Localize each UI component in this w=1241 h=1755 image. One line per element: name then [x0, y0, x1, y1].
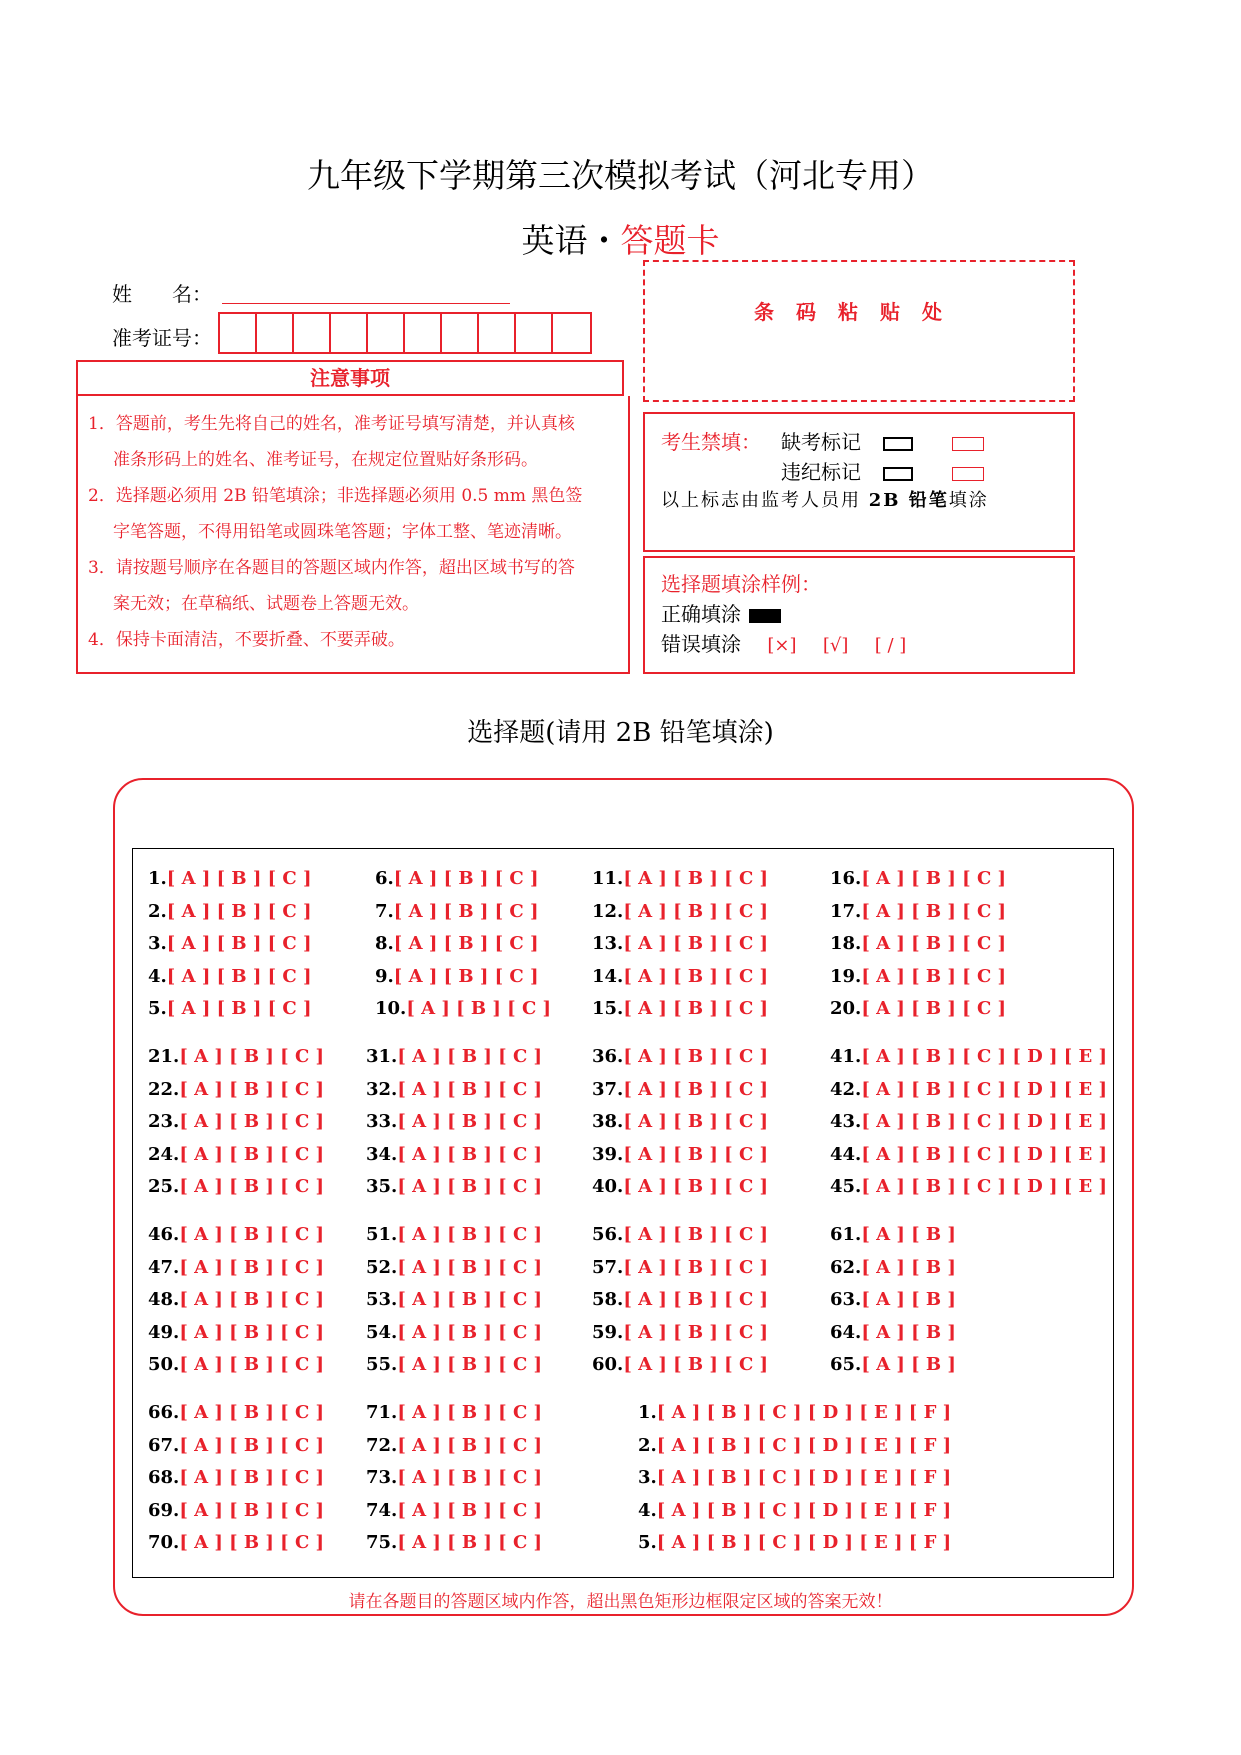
answer-options[interactable]: [ A ] [ B ] [ C ]: [623, 1224, 769, 1245]
question-number: 53.: [366, 1289, 398, 1310]
id-label: 准考证号：: [112, 326, 212, 350]
answer-options[interactable]: [ A ] [ B ] [ C ]: [179, 1354, 325, 1375]
question-number: 12.: [592, 900, 624, 922]
question-number: 4.: [638, 1499, 657, 1521]
answer-item[interactable]: [366, 1402, 542, 1423]
question-number: 5.: [638, 1532, 657, 1553]
answer-item[interactable]: [592, 868, 768, 889]
proctor-box: [643, 412, 1075, 552]
answer-item[interactable]: [366, 1176, 542, 1197]
answer-options[interactable]: [ A ] [ B ] [ C ]: [166, 868, 312, 889]
answer-options[interactable]: [ A ] [ B ] [ C ]: [623, 1046, 769, 1067]
question-number: 33.: [366, 1111, 398, 1132]
answer-item[interactable]: [592, 1079, 768, 1100]
answer-item[interactable]: [148, 1111, 324, 1132]
answer-options[interactable]: [ A ] [ B ] [ C ]: [179, 1224, 325, 1245]
answer-options[interactable]: [ A ] [ B ] [ C ]: [179, 1402, 325, 1423]
answer-item[interactable]: [366, 1046, 542, 1067]
answer-item[interactable]: [148, 1467, 324, 1488]
name-field[interactable]: [222, 302, 510, 304]
answer-options[interactable]: [ A ] [ B ] [ C ]: [166, 933, 312, 954]
answer-item[interactable]: [366, 1079, 542, 1100]
question-number: 58.: [592, 1289, 624, 1310]
answer-item[interactable]: [375, 998, 551, 1019]
answer-options[interactable]: [ A ] [ B ] [ C ]: [623, 1111, 769, 1132]
answer-item[interactable]: [375, 933, 539, 954]
question-number: 5.: [148, 998, 167, 1019]
answer-item[interactable]: [148, 1224, 324, 1245]
question-number: 35.: [366, 1176, 398, 1197]
answer-options[interactable]: [ A ] [ B ] [ C ] [ D ] [ E ]: [861, 1046, 1108, 1067]
id-digit-box[interactable]: [516, 314, 553, 352]
question-number: 22.: [148, 1078, 180, 1100]
violation-mark-sample: [883, 467, 913, 481]
answer-item[interactable]: [148, 933, 312, 954]
question-number: 3.: [638, 1467, 657, 1488]
question-number: 46.: [148, 1224, 180, 1245]
question-number: 8.: [375, 933, 394, 954]
id-digit-box[interactable]: [405, 314, 442, 352]
answer-item[interactable]: [375, 966, 539, 987]
answer-item[interactable]: [830, 1322, 956, 1343]
answer-options[interactable]: [ A ] [ B ] [ C ]: [623, 1354, 769, 1375]
answer-item[interactable]: [830, 1354, 956, 1375]
note-item: 4．保持卡面清洁，不要折叠、不要弄破。: [88, 630, 405, 650]
answer-options[interactable]: [ A ] [ B ] [ C ]: [861, 900, 1007, 922]
question-number: 25.: [148, 1176, 180, 1197]
question-number: 66.: [148, 1402, 180, 1423]
answer-options[interactable]: [ A ] [ B ] [ C ] [ D ] [ E ] [ F ]: [656, 1532, 952, 1553]
question-number: 24.: [148, 1143, 180, 1165]
question-number: 14.: [592, 965, 624, 987]
answer-item[interactable]: [592, 1046, 768, 1067]
answer-options[interactable]: [ A ] [ B ]: [861, 1224, 956, 1245]
answer-options[interactable]: [ A ] [ B ] [ C ]: [166, 965, 312, 987]
question-number: 19.: [830, 965, 862, 987]
id-digit-box[interactable]: [294, 314, 331, 352]
fill-sample-box: [643, 556, 1075, 674]
answer-options[interactable]: [ A ] [ B ] [ C ] [ D ] [ E ]: [861, 1176, 1108, 1197]
id-digit-box[interactable]: [479, 314, 516, 352]
answer-options[interactable]: [ A ] [ B ] [ C ]: [623, 900, 769, 922]
answer-item[interactable]: [830, 901, 1006, 922]
answer-options[interactable]: [ A ] [ B ] [ C ]: [393, 933, 539, 954]
answer-options[interactable]: [ A ] [ B ] [ C ]: [397, 1321, 543, 1343]
absent-label: 缺考标记: [781, 430, 861, 454]
question-number: 63.: [830, 1289, 862, 1310]
barcode-label: 条码粘贴处: [754, 300, 964, 324]
answer-item[interactable]: [830, 1176, 1107, 1197]
answer-options[interactable]: [ A ] [ B ] [ C ]: [397, 1046, 543, 1067]
answer-options[interactable]: [ A ] [ B ] [ C ]: [861, 965, 1007, 987]
question-number: 48.: [148, 1289, 180, 1310]
question-number: 36.: [592, 1046, 624, 1067]
answer-options[interactable]: [ A ] [ B ] [ C ]: [397, 1499, 543, 1521]
question-number: 17.: [830, 900, 862, 922]
answer-options[interactable]: [ A ] [ B ] [ C ]: [397, 1434, 543, 1456]
answer-options[interactable]: [ A ] [ B ] [ C ] [ D ] [ E ]: [861, 1143, 1108, 1165]
absent-mark-sample: [883, 437, 913, 451]
question-number: 6.: [375, 868, 394, 889]
question-number: 72.: [366, 1434, 398, 1456]
proctor-label: 考生禁填：: [661, 430, 761, 454]
question-number: 74.: [366, 1499, 398, 1521]
question-number: 69.: [148, 1499, 180, 1521]
question-number: 56.: [592, 1224, 624, 1245]
section-title: 选择题(请用 2B 铅笔填涂): [467, 718, 774, 748]
question-number: 51.: [366, 1224, 398, 1245]
note-item: 1．答题前，考生先将自己的姓名，准考证号填写清楚，并认真核 准条形码上的姓名、准考证号，在规定位置贴好条形码。: [88, 414, 575, 470]
answer-item[interactable]: [366, 1435, 542, 1456]
question-number: 67.: [148, 1434, 180, 1456]
answer-options[interactable]: [ A ] [ B ] [ C ]: [623, 1289, 769, 1310]
question-number: 44.: [830, 1143, 862, 1165]
question-number: 31.: [366, 1046, 398, 1067]
answer-options[interactable]: [ A ] [ B ] [ C ]: [623, 1321, 769, 1343]
answer-item[interactable]: [148, 1354, 324, 1375]
answer-item[interactable]: [830, 966, 1006, 987]
question-number: 54.: [366, 1321, 398, 1343]
question-number: 45.: [830, 1176, 862, 1197]
question-number: 32.: [366, 1078, 398, 1100]
answer-item[interactable]: [638, 1467, 951, 1488]
answer-item[interactable]: [366, 1532, 542, 1553]
answer-options[interactable]: [ A ] [ B ] [ C ]: [623, 1078, 769, 1100]
question-number: 7.: [375, 900, 394, 922]
answer-options[interactable]: [ A ] [ B ] [ C ]: [397, 1402, 543, 1423]
answer-options[interactable]: [ A ] [ B ] [ C ]: [179, 1467, 325, 1488]
subtitle-subject: 英语・: [521, 221, 621, 260]
question-number: 13.: [592, 933, 624, 954]
answer-options[interactable]: [ A ] [ B ] [ C ]: [179, 1321, 325, 1343]
answer-options[interactable]: [ A ] [ B ]: [861, 1289, 956, 1310]
answer-item[interactable]: [592, 966, 768, 987]
page-title: 九年级下学期第三次模拟考试（河北专用）: [307, 156, 934, 195]
question-number: 62.: [830, 1256, 862, 1278]
answer-options[interactable]: [ A ] [ B ] [ C ]: [179, 1289, 325, 1310]
answer-item[interactable]: [148, 1402, 324, 1423]
question-number: 11.: [592, 868, 624, 889]
question-number: 20.: [830, 998, 862, 1019]
answer-item[interactable]: [638, 1402, 951, 1423]
answer-options[interactable]: [ A ] [ B ] [ C ]: [861, 933, 1007, 954]
page-subtitle: [0, 215, 1241, 262]
answer-options[interactable]: [ A ] [ B ] [ C ]: [397, 1467, 543, 1488]
answer-options[interactable]: [ A ] [ B ] [ C ]: [393, 900, 539, 922]
note-item: 2．选择题必须用 2B 铅笔填涂；非选择题必须用 0.5 mm 黑色签 字笔答题，不得用铅笔或圆珠笔答题；字体工整、笔迹清晰。: [88, 486, 583, 542]
correct-sample: 正确填涂: [661, 598, 781, 627]
answer-options[interactable]: [ A ] [ B ] [ C ]: [393, 965, 539, 987]
question-number: 4.: [148, 965, 167, 987]
question-number: 10.: [375, 998, 407, 1019]
barcode-area: [643, 260, 1075, 402]
question-number: 9.: [375, 965, 394, 987]
answer-item[interactable]: [638, 1532, 951, 1553]
absent-mark-box[interactable]: [952, 437, 984, 451]
answer-options[interactable]: [ A ] [ B ] [ C ]: [397, 1532, 543, 1553]
answer-options[interactable]: [ A ] [ B ] [ C ] [ D ] [ E ]: [861, 1078, 1108, 1100]
answer-options[interactable]: [ A ] [ B ]: [861, 1354, 956, 1375]
answer-item[interactable]: [148, 1435, 324, 1456]
question-number: 2.: [148, 900, 167, 922]
answer-item[interactable]: [830, 1224, 956, 1245]
answer-item[interactable]: [638, 1500, 951, 1521]
question-number: 18.: [830, 933, 862, 954]
question-number: 21.: [148, 1046, 180, 1067]
answer-item[interactable]: [148, 1257, 324, 1278]
answer-item[interactable]: [366, 1354, 542, 1375]
violation-mark-box[interactable]: [952, 467, 984, 481]
answer-options[interactable]: [ A ] [ B ] [ C ]: [179, 1143, 325, 1165]
sample-title: 选择题填涂样例：: [661, 572, 821, 596]
answer-item[interactable]: [592, 1224, 768, 1245]
answer-item[interactable]: [148, 1176, 324, 1197]
question-number: 71.: [366, 1402, 398, 1423]
answer-options[interactable]: [ A ] [ B ] [ C ]: [623, 1256, 769, 1278]
answer-options[interactable]: [ A ] [ B ] [ C ]: [406, 998, 552, 1019]
id-digit-box[interactable]: [220, 314, 257, 352]
answer-options[interactable]: [ A ] [ B ] [ C ]: [179, 1078, 325, 1100]
answer-item[interactable]: [830, 1046, 1107, 1067]
answer-options[interactable]: [ A ] [ B ] [ C ]: [179, 1046, 325, 1067]
answer-options[interactable]: [ A ] [ B ] [ C ]: [861, 998, 1007, 1019]
answer-options[interactable]: [ A ] [ B ] [ C ]: [397, 1143, 543, 1165]
id-digit-box[interactable]: [257, 314, 294, 352]
question-number: 57.: [592, 1256, 624, 1278]
wrong-mark-slash: [ / ]: [874, 635, 907, 656]
answer-item[interactable]: [592, 1354, 768, 1375]
notes-box: [76, 396, 630, 674]
answer-item[interactable]: [375, 868, 539, 889]
answer-options[interactable]: [ A ] [ B ] [ C ]: [179, 1256, 325, 1278]
answer-item[interactable]: [366, 1500, 542, 1521]
answer-options[interactable]: [ A ] [ B ] [ C ] [ D ] [ E ] [ F ]: [656, 1434, 952, 1456]
question-number: 40.: [592, 1176, 624, 1197]
question-number: 37.: [592, 1078, 624, 1100]
answer-options[interactable]: [ A ] [ B ] [ C ]: [179, 1499, 325, 1521]
answer-options[interactable]: [ A ] [ B ] [ C ]: [623, 965, 769, 987]
question-number: 68.: [148, 1467, 180, 1488]
question-number: 1.: [148, 868, 167, 889]
answer-options[interactable]: [ A ] [ B ] [ C ]: [623, 1143, 769, 1165]
answer-options[interactable]: [ A ] [ B ] [ C ]: [623, 998, 769, 1019]
id-digit-box[interactable]: [368, 314, 405, 352]
answer-item[interactable]: [830, 1289, 956, 1310]
answer-item[interactable]: [148, 868, 312, 889]
answer-item[interactable]: [148, 1532, 324, 1553]
answer-item[interactable]: [366, 1111, 542, 1132]
answer-item[interactable]: [592, 1144, 768, 1165]
question-number: 39.: [592, 1143, 624, 1165]
name-label: 姓 名：: [112, 282, 212, 306]
filled-mark-sample: [749, 609, 781, 623]
answer-options[interactable]: [ A ] [ B ] [ C ]: [179, 1176, 325, 1197]
answer-item[interactable]: [830, 1079, 1107, 1100]
question-number: 64.: [830, 1321, 862, 1343]
question-number: 43.: [830, 1111, 862, 1132]
answer-item[interactable]: [592, 998, 768, 1019]
answer-item[interactable]: [366, 1144, 542, 1165]
question-number: 23.: [148, 1111, 180, 1132]
answer-item[interactable]: [148, 998, 312, 1019]
question-number: 65.: [830, 1354, 862, 1375]
question-number: 52.: [366, 1256, 398, 1278]
answer-options[interactable]: [ A ] [ B ] [ C ]: [397, 1176, 543, 1197]
question-number: 34.: [366, 1143, 398, 1165]
answer-item[interactable]: [148, 1046, 324, 1067]
question-number: 15.: [592, 998, 624, 1019]
answer-item[interactable]: [366, 1322, 542, 1343]
id-number-boxes[interactable]: [218, 312, 592, 354]
answer-item[interactable]: [592, 1176, 768, 1197]
answer-item[interactable]: [638, 1435, 951, 1456]
answer-options[interactable]: [ A ] [ B ] [ C ] [ D ] [ E ] [ F ]: [656, 1467, 952, 1488]
answer-item[interactable]: [366, 1289, 542, 1310]
answer-item[interactable]: [148, 1500, 324, 1521]
answer-item[interactable]: [148, 1289, 324, 1310]
answer-options[interactable]: [ A ] [ B ] [ C ] [ D ] [ E ] [ F ]: [656, 1499, 952, 1521]
id-digit-box[interactable]: [553, 314, 590, 352]
answer-options[interactable]: [ A ] [ B ] [ C ]: [623, 933, 769, 954]
answer-options[interactable]: [ A ] [ B ] [ C ]: [397, 1224, 543, 1245]
answer-item[interactable]: [592, 1322, 768, 1343]
question-number: 73.: [366, 1467, 398, 1488]
question-number: 55.: [366, 1354, 398, 1375]
question-number: 47.: [148, 1256, 180, 1278]
answer-item[interactable]: [830, 868, 1006, 889]
answer-item[interactable]: [592, 1289, 768, 1310]
answer-options[interactable]: [ A ] [ B ] [ C ]: [179, 1532, 325, 1553]
question-number: 49.: [148, 1321, 180, 1343]
wrong-sample: 错误填涂 [×] [√] [ / ]: [661, 632, 907, 656]
answer-item[interactable]: [592, 1257, 768, 1278]
answer-options[interactable]: [ A ] [ B ] [ C ]: [166, 998, 312, 1019]
answer-item[interactable]: [830, 933, 1006, 954]
footer-warning: 请在各题目的答题区域内作答，超出黑色矩形边框限定区域的答案无效！: [348, 1592, 893, 1612]
answer-options[interactable]: [ A ] [ B ] [ C ]: [179, 1111, 325, 1132]
answer-item[interactable]: [366, 1224, 542, 1245]
answer-item[interactable]: [830, 1257, 956, 1278]
answer-options[interactable]: [ A ] [ B ] [ C ]: [166, 900, 312, 922]
answer-options[interactable]: [ A ] [ B ] [ C ] [ D ] [ E ]: [861, 1111, 1108, 1132]
answer-options[interactable]: [ A ] [ B ] [ C ] [ D ] [ E ] [ F ]: [656, 1402, 952, 1423]
answer-item[interactable]: [148, 901, 312, 922]
answer-options[interactable]: [ A ] [ B ] [ C ]: [397, 1256, 543, 1278]
answer-item[interactable]: [592, 933, 768, 954]
answer-item[interactable]: [830, 1111, 1107, 1132]
answer-item[interactable]: [148, 1079, 324, 1100]
answer-item[interactable]: [366, 1467, 542, 1488]
absent-row: [781, 426, 984, 455]
subtitle-card: 答题卡: [620, 221, 720, 260]
answer-options[interactable]: [ A ] [ B ] [ C ]: [397, 1289, 543, 1310]
answer-options[interactable]: [ A ] [ B ] [ C ]: [397, 1111, 543, 1132]
question-number: 3.: [148, 933, 167, 954]
answer-item[interactable]: [148, 966, 312, 987]
answer-options[interactable]: [ A ] [ B ] [ C ]: [861, 868, 1007, 889]
id-digit-box[interactable]: [442, 314, 479, 352]
answer-options[interactable]: [ A ] [ B ] [ C ]: [623, 1176, 769, 1197]
question-number: 38.: [592, 1111, 624, 1132]
violation-row: [781, 456, 984, 485]
answer-item[interactable]: [148, 1144, 324, 1165]
answer-item[interactable]: [375, 901, 539, 922]
question-number: 41.: [830, 1046, 862, 1067]
question-number: 1.: [638, 1402, 657, 1423]
id-digit-box[interactable]: [331, 314, 368, 352]
answer-item[interactable]: [830, 1144, 1107, 1165]
answer-options[interactable]: [ A ] [ B ] [ C ]: [393, 868, 539, 889]
proctor-note: 以上标志由监考人员用 2B 铅笔填涂: [661, 490, 989, 511]
question-number: 59.: [592, 1321, 624, 1343]
answer-options[interactable]: [ A ] [ B ] [ C ]: [397, 1354, 543, 1375]
question-number: 75.: [366, 1532, 398, 1553]
question-number: 42.: [830, 1078, 862, 1100]
answer-options[interactable]: [ A ] [ B ] [ C ]: [179, 1434, 325, 1456]
wrong-mark-x: [×]: [767, 635, 797, 656]
question-number: 16.: [830, 868, 862, 889]
notes-heading: 注意事项: [76, 360, 624, 396]
answer-options[interactable]: [ A ] [ B ]: [861, 1321, 956, 1343]
answer-item[interactable]: [830, 998, 1006, 1019]
question-number: 70.: [148, 1532, 180, 1553]
violation-label: 违纪标记: [781, 460, 861, 484]
answer-options[interactable]: [ A ] [ B ] [ C ]: [397, 1078, 543, 1100]
answer-options[interactable]: [ A ] [ B ] [ C ]: [623, 868, 769, 889]
question-number: 2.: [638, 1434, 657, 1456]
answer-item[interactable]: [592, 901, 768, 922]
answer-options[interactable]: [ A ] [ B ]: [861, 1256, 956, 1278]
answer-item[interactable]: [148, 1322, 324, 1343]
note-item: 3．请按题号顺序在各题目的答题区域内作答，超出区域书写的答 案无效；在草稿纸、试题卷上答题无效。: [88, 558, 575, 614]
question-number: 50.: [148, 1354, 180, 1375]
answer-item[interactable]: [592, 1111, 768, 1132]
answer-item[interactable]: [366, 1257, 542, 1278]
wrong-mark-check: [√]: [822, 635, 849, 656]
question-number: 61.: [830, 1224, 862, 1245]
question-number: 60.: [592, 1354, 624, 1375]
